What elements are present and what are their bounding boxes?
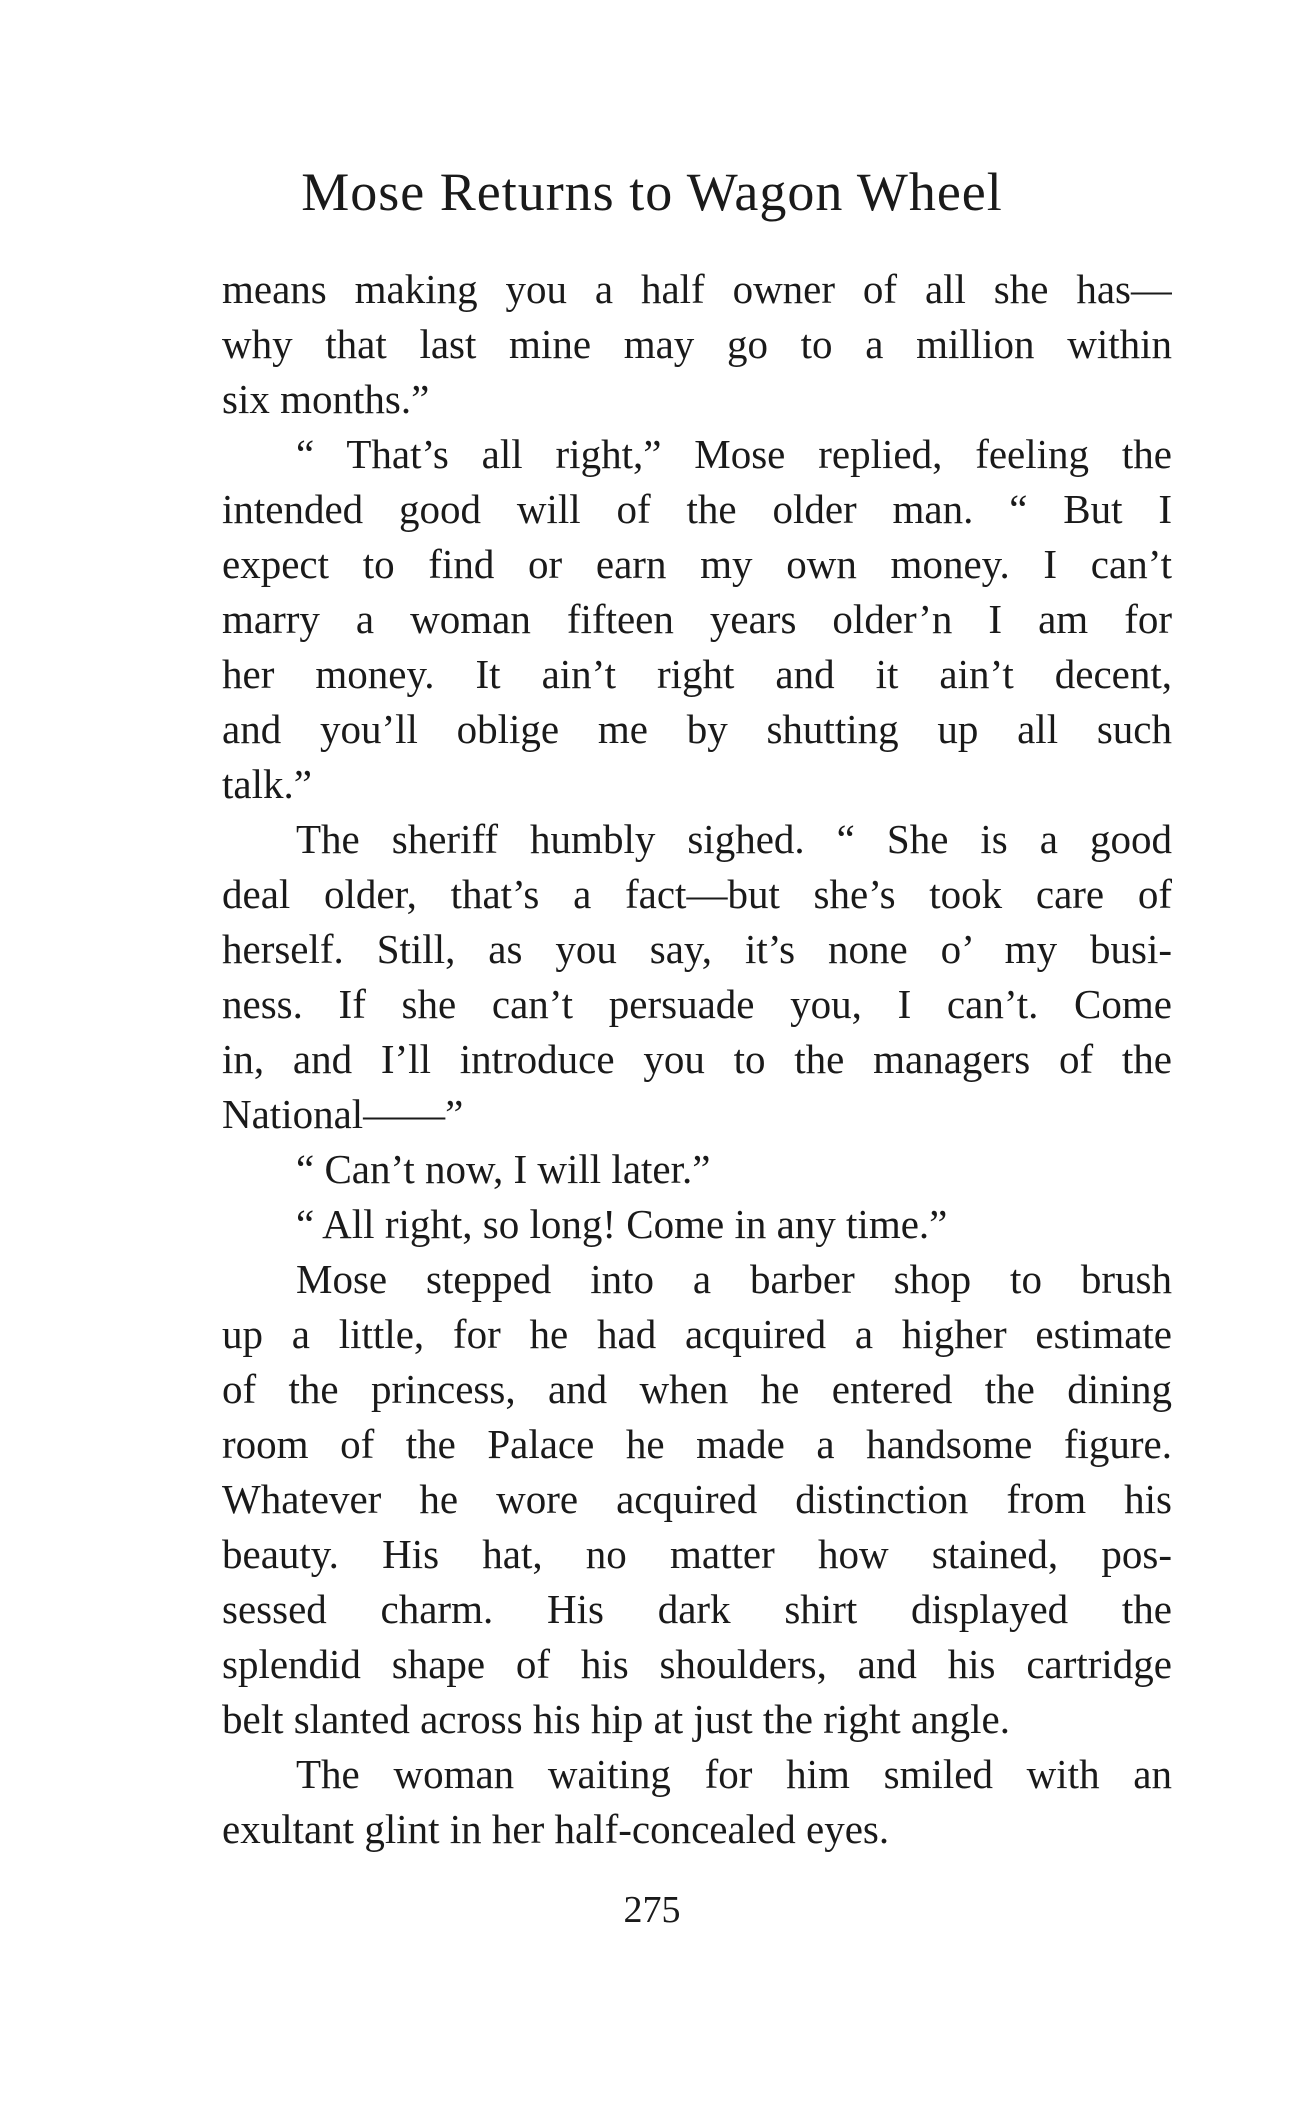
text-line: The sheriff humbly sighed. “ She is a good [296,816,1172,862]
text-line: deal older, that’s a fact—but she’s took care of [222,871,1172,917]
text-line: six months.” [222,376,430,422]
text-line: “ All right, so long! Come in any time.” [296,1201,948,1247]
text-line: “ That’s all right,” Mose replied, feeling the [296,431,1172,477]
text-line: talk.” [222,761,312,807]
running-head: Mose Returns to Wagon Wheel [301,162,1003,222]
text-line: her money. It ain’t right and it ain’t decent, [222,651,1172,697]
text-line: herself. Still, as you say, it’s none o’ my busi- [222,926,1172,972]
text-line: means making you a half owner of all she has— [222,266,1172,312]
text-line: marry a woman fifteen years older’n I am for [222,596,1172,642]
text-line: “ Can’t now, I will later.” [296,1146,711,1192]
text-line: National——” [222,1091,464,1137]
page-number: 275 [623,1889,681,1931]
text-line: splendid shape of his shoulders, and his cartridge [222,1641,1172,1687]
text-line: sessed charm. His dark shirt displayed the [222,1586,1172,1632]
text-line: beauty. His hat, no matter how stained, pos- [222,1531,1172,1577]
text-line: intended good will of the older man. “ But I [222,486,1172,532]
text-line: expect to find or earn my own money. I can’t [222,541,1172,587]
text-line: room of the Palace he made a handsome figure. [222,1421,1172,1467]
text-line: ness. If she can’t persuade you, I can’t. Come [222,981,1172,1027]
text-line: in, and I’ll introduce you to the managers of the [222,1036,1172,1082]
text-line: Whatever he wore acquired distinction from his [222,1476,1172,1522]
text-line: Mose stepped into a barber shop to brush [296,1256,1172,1302]
text-line: exultant glint in her half-concealed eyes. [222,1806,890,1852]
text-line: belt slanted across his hip at just the right angle. [222,1696,1010,1742]
text-line: of the princess, and when he entered the dining [222,1366,1172,1412]
text-line: up a little, for he had acquired a higher estimate [222,1311,1172,1357]
body-text [222,262,1172,1857]
text-line: why that last mine may go to a million within [222,321,1172,367]
text-line: and you’ll oblige me by shutting up all such [222,706,1172,752]
text-line: The woman waiting for him smiled with an [296,1751,1172,1797]
